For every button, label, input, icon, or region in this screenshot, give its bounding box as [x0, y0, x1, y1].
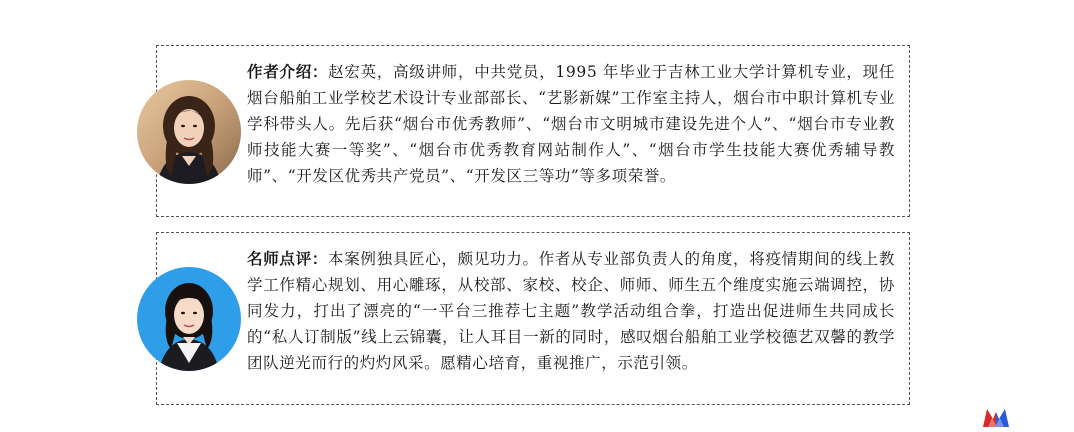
author-intro-body: 赵宏英，高级讲师，中共党员，1995 年毕业于吉林工业大学计算机专业，现任烟台船舶工业学校艺术设计专业部部长、“艺影新媒”工作室主持人，烟台市中职计算机专业学科带头人。先后获“烟台市优秀教师”、“烟台市文明城市建设先进个人”、“烟台市专业教师技能大赛一等奖”、“烟台市优秀教育网站制作人”、“烟台市学生技能大赛优秀辅导教师”、“开发区优秀共产党员”、“开发区三等功”等多项荣誉。 [247, 63, 895, 185]
teacher-review-text [247, 246, 895, 376]
author-intro-text [247, 59, 895, 189]
author-intro-card [156, 45, 910, 217]
teacher-review-card [156, 232, 910, 405]
reviewer-portrait-photo [137, 267, 241, 371]
teacher-review-body: 本案例独具匠心，颇见功力。作者从专业部负责人的角度，将疫情期间的线上教学工作精心规划、用心雕琢，从校部、家校、校企、师师、师生五个维度实施云端调控，协同发力，打出了漂亮的“一平台三推荐七主题”教学活动组合拳，打造出促进师生共同成长的“私人订制版”线上云锦囊，让人耳目一新的同时，感叹烟台船舶工业学校德艺双馨的教学团队逆光而行的灼灼风采。愿精心培育，重视推广，示范引领。 [247, 250, 895, 372]
publisher-m-logo-icon [982, 406, 1010, 428]
teacher-review-heading: 名师点评： [247, 249, 329, 268]
author-intro-heading: 作者介绍： [247, 62, 329, 81]
author-portrait-photo [137, 80, 241, 184]
